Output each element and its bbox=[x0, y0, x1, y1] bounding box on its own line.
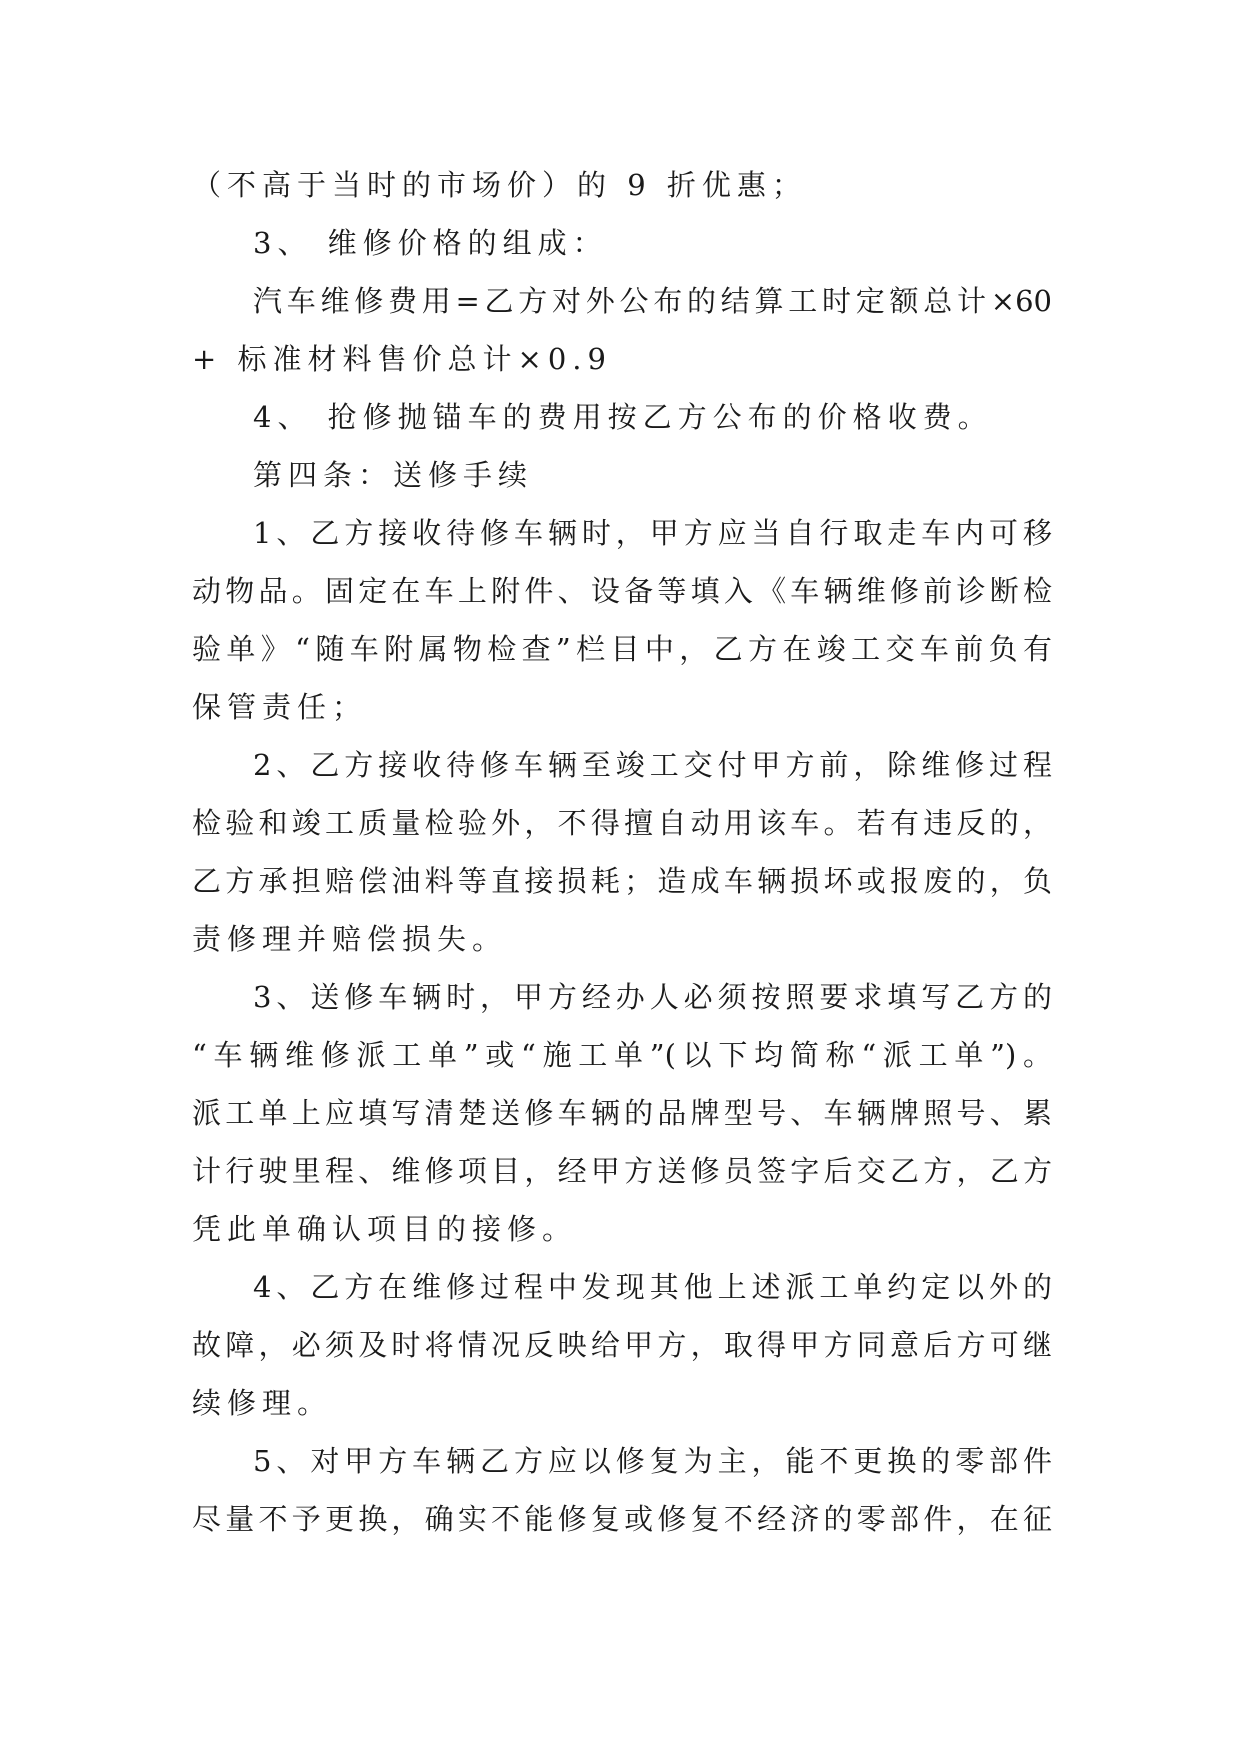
text-line-4: + 标准材料售价总计×0.9 bbox=[192, 342, 612, 376]
text-line-22: 续修理。 bbox=[192, 1386, 333, 1420]
text-line-14: 责修理并赔偿损失。 bbox=[192, 922, 508, 956]
text-line-11: 2、乙方接收待修车辆至竣工交付甲方前，除维修过程 bbox=[253, 748, 1052, 782]
text-line-5: 4、 抢修抛锚车的费用按乙方公布的价格收费。 bbox=[253, 400, 993, 434]
text-line-21: 故障，必须及时将情况反映给甲方，取得甲方同意后方可继 bbox=[192, 1328, 1052, 1362]
text-line-3: 汽车维修费用=乙方对外公布的结算工时定额总计×60 bbox=[253, 284, 1052, 318]
text-line-1: （不高于当时的市场价）的 9 折优惠； bbox=[192, 168, 807, 202]
text-line-8: 动物品。固定在车上附件、设备等填入《车辆维修前诊断检 bbox=[192, 574, 1052, 608]
text-line-19: 凭此单确认项目的接修。 bbox=[192, 1212, 578, 1246]
section-heading: 第四条：送修手续 bbox=[253, 458, 534, 492]
text-line-23: 5、对甲方车辆乙方应以修复为主，能不更换的零部件 bbox=[253, 1444, 1052, 1478]
text-line-12: 检验和竣工质量检验外，不得擅自动用该车。若有违反的， bbox=[192, 806, 1052, 840]
text-line-20: 4、乙方在维修过程中发现其他上述派工单约定以外的 bbox=[253, 1270, 1052, 1304]
text-line-9: 验单》“随车附属物检查”栏目中，乙方在竣工交车前负有 bbox=[192, 632, 1052, 666]
text-line-7: 1、乙方接收待修车辆时，甲方应当自行取走车内可移 bbox=[253, 516, 1052, 550]
text-line-24: 尽量不予更换，确实不能修复或修复不经济的零部件，在征 bbox=[192, 1502, 1052, 1536]
text-line-18: 计行驶里程、维修项目，经甲方送修员签字后交乙方，乙方 bbox=[192, 1154, 1052, 1188]
text-line-2: 3、 维修价格的组成： bbox=[253, 226, 608, 260]
text-line-16: “车辆维修派工单”或“施工单”(以下均简称“派工单”)。 bbox=[192, 1038, 1052, 1072]
text-line-17: 派工单上应填写清楚送修车辆的品牌型号、车辆牌照号、累 bbox=[192, 1096, 1052, 1130]
text-line-13: 乙方承担赔偿油料等直接损耗；造成车辆损坏或报废的，负 bbox=[192, 864, 1052, 898]
text-line-15: 3、送修车辆时，甲方经办人必须按照要求填写乙方的 bbox=[253, 980, 1052, 1014]
text-line-10: 保管责任； bbox=[192, 690, 368, 724]
